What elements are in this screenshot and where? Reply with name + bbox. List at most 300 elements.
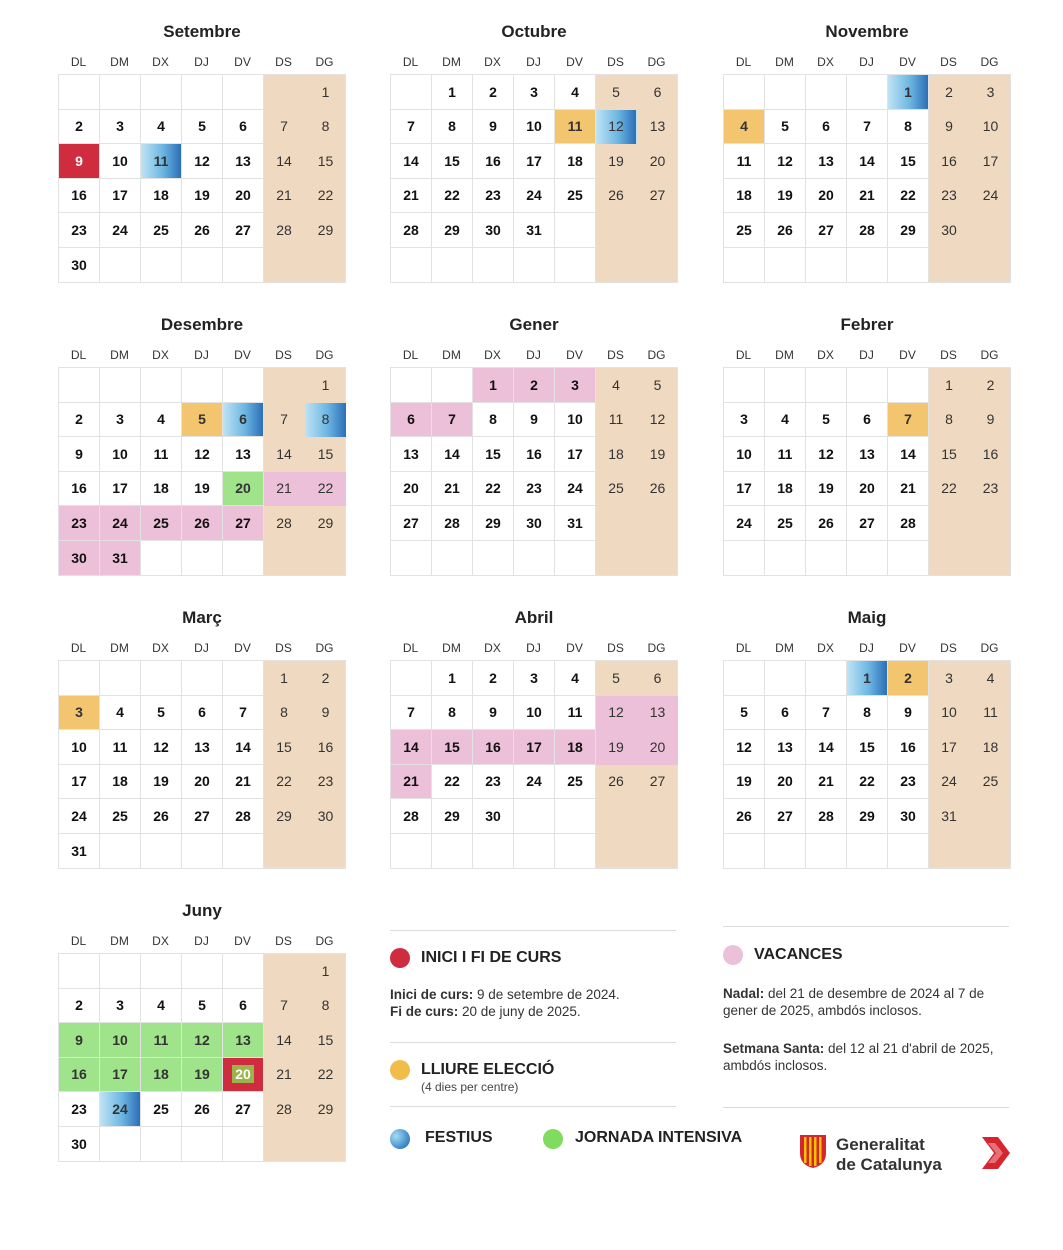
- month-abril: [390, 608, 678, 873]
- lliure-dot-icon: [390, 1060, 410, 1080]
- empty-cell: [637, 213, 678, 248]
- day-cell: 29: [432, 213, 473, 248]
- day-cell: 11: [724, 144, 765, 179]
- day-cell: 9: [514, 403, 555, 438]
- empty-cell: [391, 368, 432, 403]
- day-cell: 24: [941, 773, 957, 790]
- day-cell: 13: [223, 144, 264, 179]
- empty-cell: [223, 954, 264, 989]
- day-cell: 8: [280, 704, 288, 721]
- day-cell: 5: [612, 669, 620, 686]
- empty-cell: [929, 248, 970, 283]
- day-cell: 1: [280, 669, 288, 686]
- weekday-label: DJ: [526, 55, 541, 69]
- day-cell: 20: [391, 472, 432, 507]
- month-juny: [58, 901, 346, 1166]
- month-title: Febrer: [840, 315, 894, 334]
- weekday-label: DL: [735, 55, 752, 69]
- day-cell: 15: [847, 730, 888, 765]
- day-cell: 21: [223, 765, 264, 800]
- day-cell: 20: [637, 730, 678, 765]
- day-cell: 7: [280, 997, 288, 1014]
- month-title: Octubre: [501, 22, 567, 41]
- empty-cell: [391, 661, 432, 696]
- day-cell: 3: [100, 110, 141, 145]
- empty-cell: [59, 661, 100, 696]
- weekday-label: DS: [275, 641, 292, 655]
- day-cell: 6: [223, 110, 264, 145]
- day-cell: 2: [986, 376, 995, 393]
- day-cell: 30: [514, 506, 555, 541]
- day-cell: 7: [280, 411, 288, 428]
- weekday-label: DS: [607, 348, 624, 362]
- day-cell: 5: [765, 110, 806, 145]
- day-cell: 18: [141, 179, 182, 214]
- day-cell: 30: [59, 541, 100, 576]
- day-cell: 29: [847, 799, 888, 834]
- day-cell: 5: [653, 376, 662, 393]
- weekday-label: DG: [315, 348, 334, 362]
- weekday-label: DG: [980, 55, 999, 69]
- day-cell: 5: [182, 989, 223, 1024]
- empty-cell: [888, 541, 929, 576]
- empty-cell: [637, 248, 678, 283]
- day-cell: 13: [649, 118, 666, 135]
- empty-cell: [806, 248, 847, 283]
- day-cell: 25: [982, 773, 999, 790]
- empty-cell: [473, 248, 514, 283]
- day-cell: 13: [223, 1023, 264, 1058]
- weekday-label: DG: [315, 55, 334, 69]
- divider: [390, 930, 676, 931]
- weekday-label: DV: [566, 641, 583, 655]
- empty-cell: [555, 834, 596, 869]
- weekday-label: DX: [152, 348, 169, 362]
- legend-lliure-sub: (4 dies per centre): [421, 1080, 519, 1094]
- empty-cell: [970, 541, 1011, 576]
- day-cell: 6: [653, 669, 662, 686]
- day-cell: 19: [649, 445, 666, 462]
- day-cell: 12: [724, 730, 765, 765]
- month-grid: [58, 953, 346, 1162]
- divider: [723, 1107, 1009, 1108]
- day-cell: 29: [276, 807, 292, 824]
- empty-cell: [264, 834, 305, 869]
- day-cell: 19: [806, 472, 847, 507]
- day-cell: 24: [100, 1092, 141, 1127]
- day-cell: 28: [276, 1100, 292, 1117]
- empty-cell: [970, 799, 1011, 834]
- day-cell: 30: [941, 221, 957, 238]
- weekday-header: [390, 55, 678, 71]
- day-cell: 5: [612, 83, 620, 100]
- day-cell: 1: [321, 376, 330, 393]
- day-cell: 16: [514, 437, 555, 472]
- day-cell: 15: [317, 1031, 334, 1048]
- day-cell: 2: [473, 661, 514, 696]
- empty-cell: [724, 248, 765, 283]
- day-cell: 17: [514, 144, 555, 179]
- weekday-label: DV: [899, 348, 916, 362]
- empty-cell: [223, 541, 264, 576]
- day-cell: 17: [100, 1058, 141, 1093]
- weekday-label: DM: [775, 641, 794, 655]
- day-cell: 9: [945, 118, 953, 135]
- day-cell: 7: [847, 110, 888, 145]
- day-cell: 14: [391, 730, 432, 765]
- day-cell: 26: [806, 506, 847, 541]
- empty-cell: [59, 954, 100, 989]
- day-cell: 14: [847, 144, 888, 179]
- weekday-label: DG: [647, 641, 666, 655]
- empty-cell: [182, 541, 223, 576]
- day-cell: 24: [514, 179, 555, 214]
- empty-cell: [765, 248, 806, 283]
- day-cell: 16: [317, 738, 334, 755]
- day-cell: 30: [59, 1127, 100, 1162]
- day-cell: 14: [432, 437, 473, 472]
- day-cell: 22: [432, 179, 473, 214]
- day-cell: 26: [608, 773, 624, 790]
- day-cell: 7: [223, 696, 264, 731]
- month-setembre: [58, 22, 346, 287]
- weekday-header: [390, 641, 678, 657]
- day-cell: 23: [59, 506, 100, 541]
- day-cell: 15: [432, 144, 473, 179]
- empty-cell: [305, 248, 346, 283]
- day-cell: 16: [888, 730, 929, 765]
- day-cell: 2: [888, 661, 929, 696]
- day-cell: 23: [473, 765, 514, 800]
- empty-cell: [596, 541, 637, 576]
- day-cell: 26: [182, 506, 223, 541]
- empty-cell: [100, 248, 141, 283]
- day-cell: 19: [182, 179, 223, 214]
- day-cell: 3: [555, 368, 596, 403]
- empty-cell: [596, 213, 637, 248]
- weekday-label: DS: [275, 55, 292, 69]
- inici-dot-icon: [390, 948, 410, 968]
- weekday-label: DL: [735, 641, 752, 655]
- weekday-label: DG: [315, 934, 334, 948]
- empty-cell: [264, 541, 305, 576]
- day-cell: 6: [182, 696, 223, 731]
- day-cell: 18: [141, 472, 182, 507]
- day-cell: 11: [100, 730, 141, 765]
- empty-cell: [888, 248, 929, 283]
- day-cell: 1: [321, 962, 330, 979]
- day-cell: 20: [223, 1058, 264, 1093]
- day-cell: 12: [182, 437, 223, 472]
- day-cell: 18: [765, 472, 806, 507]
- day-cell: 28: [391, 799, 432, 834]
- weekday-header: [58, 348, 346, 364]
- day-cell: 18: [724, 179, 765, 214]
- day-cell: 24: [100, 506, 141, 541]
- month-grid: [390, 74, 678, 283]
- day-cell: 4: [612, 376, 620, 393]
- day-cell: 4: [765, 403, 806, 438]
- day-cell: 1: [847, 661, 888, 696]
- day-cell: 9: [59, 1023, 100, 1058]
- empty-cell: [264, 248, 305, 283]
- day-cell: 24: [555, 472, 596, 507]
- day-cell: 6: [765, 696, 806, 731]
- month-grid: [58, 74, 346, 283]
- day-cell: 30: [888, 799, 929, 834]
- day-cell: 13: [806, 144, 847, 179]
- day-cell: 8: [321, 118, 330, 135]
- month-grid: [390, 367, 678, 576]
- day-cell: 7: [391, 110, 432, 145]
- day-cell: 20: [223, 472, 264, 507]
- weekday-label: DM: [775, 55, 794, 69]
- day-cell: 22: [276, 773, 292, 790]
- day-cell: 18: [141, 1058, 182, 1093]
- empty-cell: [141, 954, 182, 989]
- day-cell: 5: [141, 696, 182, 731]
- day-cell: 16: [59, 472, 100, 507]
- day-cell: 16: [473, 144, 514, 179]
- day-cell: 4: [555, 75, 596, 110]
- day-cell: 31: [59, 834, 100, 869]
- day-cell: 13: [847, 437, 888, 472]
- day-cell: 26: [649, 480, 666, 497]
- day-cell: 11: [141, 144, 182, 179]
- day-cell: 17: [100, 179, 141, 214]
- day-cell: 14: [276, 152, 292, 169]
- day-cell: 25: [765, 506, 806, 541]
- day-cell: 23: [514, 472, 555, 507]
- weekday-label: DV: [899, 55, 916, 69]
- empty-cell: [929, 834, 970, 869]
- month-novembre: [723, 22, 1011, 287]
- empty-cell: [391, 75, 432, 110]
- weekday-label: DX: [152, 934, 169, 948]
- day-cell: 29: [317, 1100, 334, 1117]
- day-cell: 9: [59, 437, 100, 472]
- day-cell: 28: [806, 799, 847, 834]
- day-cell: 1: [321, 83, 330, 100]
- weekday-label: DJ: [859, 641, 874, 655]
- day-cell: 2: [945, 83, 953, 100]
- day-cell: 14: [806, 730, 847, 765]
- day-cell: 25: [141, 213, 182, 248]
- day-cell: 23: [473, 179, 514, 214]
- day-cell: 10: [941, 704, 957, 721]
- day-cell: 30: [473, 799, 514, 834]
- day-cell: 8: [432, 696, 473, 731]
- day-cell: 21: [888, 472, 929, 507]
- day-cell: 29: [888, 213, 929, 248]
- day-cell: 28: [276, 221, 292, 238]
- day-cell: 8: [847, 696, 888, 731]
- chevron-right-icon: [978, 1134, 1012, 1172]
- month-grid: [58, 660, 346, 869]
- day-cell: 7: [432, 403, 473, 438]
- day-cell: 12: [182, 1023, 223, 1058]
- day-cell: 22: [317, 1066, 334, 1083]
- day-cell: 25: [724, 213, 765, 248]
- day-cell: 18: [982, 738, 999, 755]
- day-cell: 1: [945, 376, 953, 393]
- day-cell: 25: [555, 765, 596, 800]
- day-cell: 3: [514, 661, 555, 696]
- weekday-label: DM: [442, 348, 461, 362]
- weekday-label: DV: [566, 55, 583, 69]
- day-cell: 11: [141, 437, 182, 472]
- weekday-label: DL: [70, 641, 87, 655]
- day-cell: 1: [473, 368, 514, 403]
- weekday-label: DM: [110, 641, 129, 655]
- day-cell: 21: [276, 187, 292, 204]
- empty-cell: [264, 368, 305, 403]
- empty-cell: [100, 661, 141, 696]
- day-cell: 14: [391, 144, 432, 179]
- empty-cell: [724, 75, 765, 110]
- month-title: Novembre: [825, 22, 909, 41]
- day-cell: 25: [608, 480, 624, 497]
- day-cell: 16: [982, 445, 999, 462]
- empty-cell: [264, 75, 305, 110]
- weekday-header: [58, 641, 346, 657]
- day-cell: 19: [765, 179, 806, 214]
- day-cell: 29: [473, 506, 514, 541]
- day-cell: 17: [724, 472, 765, 507]
- day-cell: 27: [649, 187, 666, 204]
- weekday-label: DS: [275, 348, 292, 362]
- day-cell: 2: [321, 669, 330, 686]
- day-cell: 9: [473, 110, 514, 145]
- day-cell: 15: [941, 445, 957, 462]
- weekday-label: DX: [152, 641, 169, 655]
- legend-festius-title: FESTIUS: [425, 1129, 493, 1146]
- day-cell: 4: [100, 696, 141, 731]
- weekday-label: DG: [315, 641, 334, 655]
- weekday-label: DJ: [194, 641, 209, 655]
- weekday-label: DM: [110, 348, 129, 362]
- weekday-header: [723, 55, 1011, 71]
- weekday-label: DX: [152, 55, 169, 69]
- day-cell: 17: [555, 437, 596, 472]
- day-cell: 20: [806, 179, 847, 214]
- weekday-label: DV: [566, 348, 583, 362]
- day-cell: 11: [141, 1023, 182, 1058]
- day-cell: 11: [608, 411, 624, 428]
- month-desembre: [58, 315, 346, 580]
- weekday-label: DS: [940, 55, 957, 69]
- day-cell: 17: [982, 152, 999, 169]
- weekday-label: DG: [980, 641, 999, 655]
- day-cell: 18: [608, 445, 624, 462]
- day-cell: 8: [473, 403, 514, 438]
- empty-cell: [555, 799, 596, 834]
- day-cell: 24: [724, 506, 765, 541]
- weekday-label: DJ: [194, 934, 209, 948]
- empty-cell: [100, 834, 141, 869]
- weekday-label: DG: [980, 348, 999, 362]
- day-cell: 12: [596, 110, 637, 145]
- empty-cell: [100, 368, 141, 403]
- month-març: [58, 608, 346, 873]
- day-cell: 27: [806, 213, 847, 248]
- month-title: Març: [182, 608, 222, 627]
- empty-cell: [596, 506, 637, 541]
- month-grid: [58, 367, 346, 576]
- day-cell: 30: [473, 213, 514, 248]
- day-cell: 18: [555, 144, 596, 179]
- day-cell: 21: [276, 1066, 292, 1083]
- day-cell: 3: [945, 669, 953, 686]
- weekday-header: [723, 348, 1011, 364]
- day-cell: 27: [649, 773, 666, 790]
- day-cell: 27: [223, 213, 264, 248]
- empty-cell: [724, 541, 765, 576]
- day-cell: 10: [555, 403, 596, 438]
- day-cell: 14: [276, 445, 292, 462]
- day-cell: 3: [986, 83, 995, 100]
- weekday-label: DX: [817, 641, 834, 655]
- day-cell: 4: [141, 989, 182, 1024]
- day-cell: 24: [982, 187, 999, 204]
- empty-cell: [765, 541, 806, 576]
- month-febrer: [723, 315, 1011, 580]
- day-cell: 12: [182, 144, 223, 179]
- weekday-label: DV: [234, 55, 251, 69]
- empty-cell: [970, 834, 1011, 869]
- empty-cell: [473, 541, 514, 576]
- legend-vacances-title: VACANCES: [754, 946, 843, 963]
- day-cell: 15: [473, 437, 514, 472]
- empty-cell: [806, 541, 847, 576]
- day-cell: 13: [637, 696, 678, 731]
- day-cell: 15: [317, 445, 334, 462]
- day-cell: 31: [941, 807, 957, 824]
- day-cell: 27: [847, 506, 888, 541]
- day-cell: 23: [59, 213, 100, 248]
- day-cell: 7: [888, 403, 929, 438]
- day-cell: 6: [847, 403, 888, 438]
- day-cell: 8: [432, 110, 473, 145]
- weekday-label: DS: [940, 348, 957, 362]
- day-cell: 11: [765, 437, 806, 472]
- empty-cell: [100, 1127, 141, 1162]
- empty-cell: [141, 1127, 182, 1162]
- month-gener: [390, 315, 678, 580]
- legend-lliure-title: LLIURE ELECCIÓ: [421, 1061, 555, 1078]
- weekday-label: DG: [647, 55, 666, 69]
- day-cell: 10: [514, 696, 555, 731]
- weekday-label: DV: [234, 348, 251, 362]
- day-cell: 18: [100, 765, 141, 800]
- day-cell: 6: [223, 989, 264, 1024]
- day-cell: 23: [59, 1092, 100, 1127]
- weekday-label: DL: [70, 348, 87, 362]
- day-cell: 27: [182, 799, 223, 834]
- day-cell: 17: [100, 472, 141, 507]
- day-cell: 12: [806, 437, 847, 472]
- empty-cell: [223, 1127, 264, 1162]
- month-title: Gener: [509, 315, 559, 334]
- empty-cell: [637, 541, 678, 576]
- weekday-label: DL: [70, 934, 87, 948]
- day-cell: 28: [223, 799, 264, 834]
- day-cell: 4: [724, 110, 765, 145]
- day-cell: 26: [182, 213, 223, 248]
- day-cell: 27: [391, 506, 432, 541]
- weekday-label: DM: [442, 641, 461, 655]
- day-cell: 3: [724, 403, 765, 438]
